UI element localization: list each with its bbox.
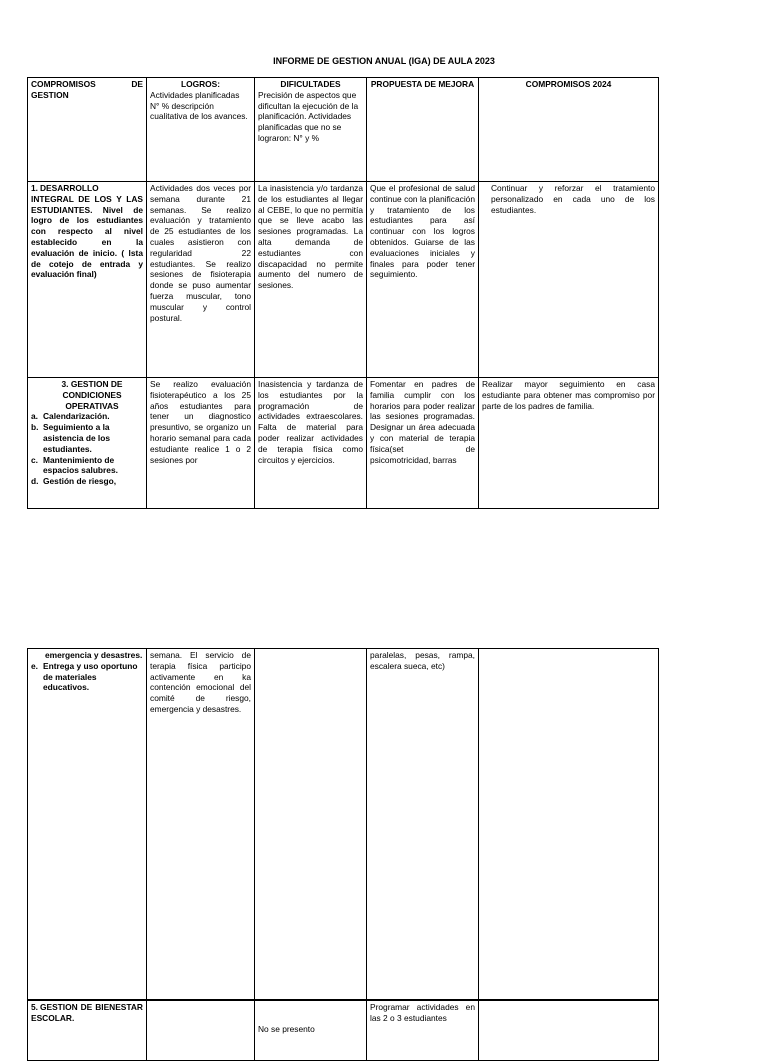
row2-compromisos-2024: Realizar mayor seguimiento en casa estudiante para obtener mas compromiso por parte de los padres de familia. <box>479 378 659 509</box>
row1-compromiso <box>28 182 147 378</box>
row3-compromisos-2024 <box>479 1001 659 1061</box>
row3-propuesta: Programar actividades en las 2 o 3 estudiantes <box>367 1001 479 1061</box>
row1-compromiso-text: DESARROLLO INTEGRAL DE LOS Y LAS ESTUDIANTES. Nivel de logro de los estudiantes con respecto al nivel establecido en la evaluación de inicio. ( lsta de cotejo de entrada y evaluación final) <box>31 183 143 280</box>
iga-table-row3 <box>27 1000 659 1061</box>
row2-item-b: b. Seguimiento a la asistencia de los estudiantes. <box>31 422 111 454</box>
row2-heading: 3. GESTION DE CONDICIONES OPERATIVAS <box>61 379 123 411</box>
header-dificultades <box>255 78 367 182</box>
header-logros-title: LOGROS: <box>180 79 221 89</box>
row2-propuesta: Fomentar en padres de familia cumplir con los horarios para poder realizar las sesiones programadas. Designar un área adecuada y con material de terapia física(set de psicomotricidad, barras <box>367 378 479 509</box>
iga-table-page2-row3-clip <box>0 1000 768 1034</box>
iga-table-page2 <box>27 648 659 1000</box>
table-header-row <box>28 78 659 182</box>
row2b-logros: semana. El servicio de terapia física participo activamente en ka contención emocional del comité de riesgo, emergencia y desastres. <box>147 649 255 1000</box>
header-logros <box>147 78 255 182</box>
row1-dificultades: La inasistencia y/o tardanza de los estudiantes al llegar al CEBE, lo que no permitía que se lleve acabo las sesiones programadas. La alta demanda de estudiantes con discapacidad no permite aumento del numero de sesiones. <box>255 182 367 378</box>
row2b-compromiso <box>28 649 147 1000</box>
row2b-dificultades <box>255 649 367 1000</box>
table-row <box>28 649 659 1000</box>
row3-compromiso <box>28 1001 147 1061</box>
row1-compromisos-2024: Continuar y reforzar el tratamiento personalizado en cada uno de los estudiantes. <box>479 182 659 378</box>
row2-item-a: a. Calendarización. <box>31 411 110 422</box>
row2b-compromisos-2024 <box>479 649 659 1000</box>
row3-dificultades: No se presento <box>255 1001 367 1061</box>
row2-logros: Se realizo evaluación fisioterapéutico a los 25 años estudiantes para tener un diagnostico presuntivo, se organizo un horario semanal para cada estudiante realice 1 o 2 sesiones por <box>147 378 255 509</box>
header-propuesta: PROPUESTA DE MEJORA <box>367 78 479 182</box>
header-logros-desc: Actividades planificadas N° % descripción cualitativa de los avances. <box>150 89 248 122</box>
row2-item-c: c. Mantenimiento de espacios salubres. <box>31 454 118 476</box>
table-row <box>28 1001 659 1061</box>
row2-compromiso <box>28 378 147 509</box>
row2b-item-e: e. Entrega y uso oportuno de materiales educativos. <box>31 660 138 693</box>
row2b-continuation: emergencia y desastres. <box>45 650 143 660</box>
row1-logros: Actividades dos veces por semana durante 21 semanas. Se realizo evaluación y tratamiento de 25 estudiantes de los cuales asistieron con regularidad 22 estudiantes. Se realizo sesiones de fisioterapia donde se puso aumentar fuerza muscular, tono muscular y control postural. <box>147 182 255 378</box>
table-row <box>28 182 659 378</box>
row2-dificultades: Inasistencia y tardanza de los estudiantes por la programación de actividades extraescolares. Falta de material para poder realizar actividades de terapia física como circuitos y ejercicios. <box>255 378 367 509</box>
iga-table-page1 <box>27 77 659 509</box>
row3-number: 5. <box>31 1002 38 1012</box>
row1-number: 1. <box>31 183 38 193</box>
row2b-propuesta: paralelas, pesas, rampa, escalera sueca, etc) <box>367 649 479 1000</box>
header-dificultades-title: DIFICULTADES <box>280 79 341 89</box>
row3-logros <box>147 1001 255 1061</box>
row1-propuesta: Que el profesional de salud continue con la planificación y tratamiento de los estudiantes para así continuar con los logros obtenidos. Guiarse de las evaluaciones iniciales y finales para poder tener seguimiento. <box>367 182 479 378</box>
row3-compromiso-text: GESTION DE BIENESTAR ESCOLAR. <box>31 1002 143 1023</box>
page-title: INFORME DE GESTION ANUAL (IGA) DE AULA 2023 <box>273 56 495 66</box>
table-row <box>28 378 659 509</box>
header-compromisos-2024: COMPROMISOS 2024 <box>479 78 659 182</box>
row2-item-d: d. Gestión de riesgo, <box>31 476 117 487</box>
header-dificultades-desc: Precisión de aspectos que dificultan la ejecución de la planificación. Actividades planificadas que no se lograron: N° y % <box>258 89 359 143</box>
header-compromisos: COMPROMISOS DE GESTION <box>28 78 147 182</box>
